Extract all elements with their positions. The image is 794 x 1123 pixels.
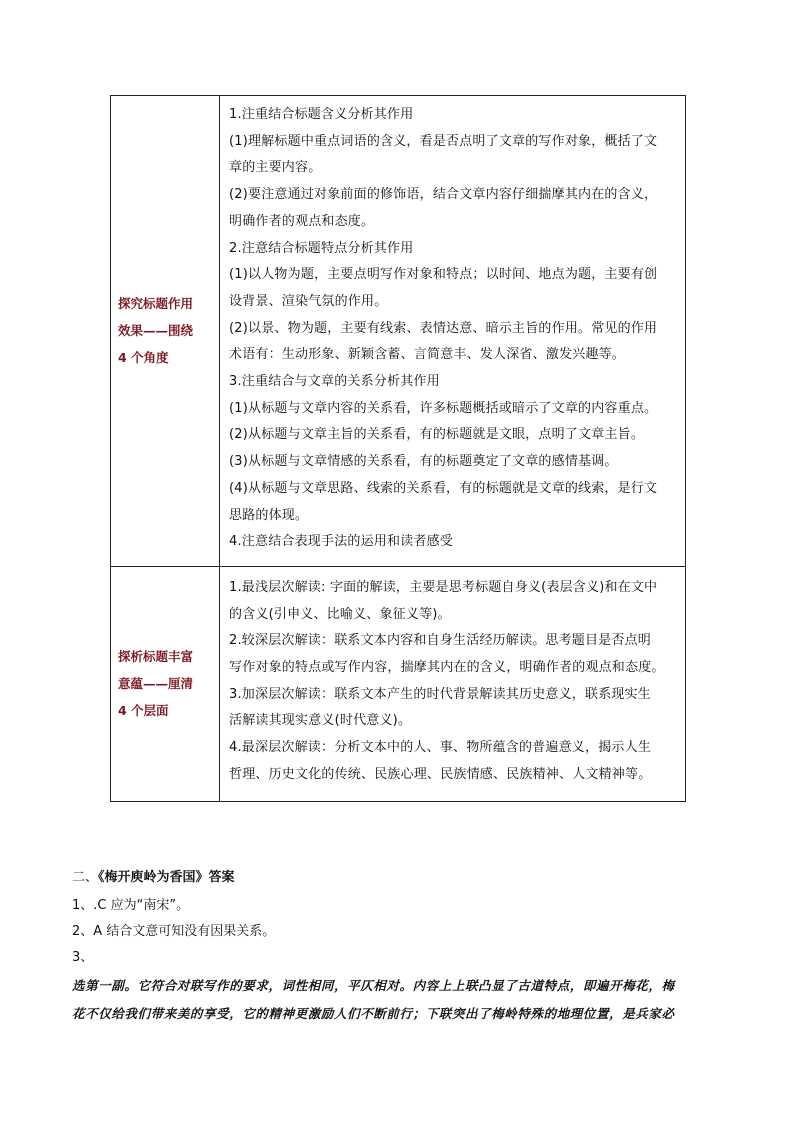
content-line: 思路的体现。	[229, 507, 309, 523]
content-line: (1)从标题与文章内容的关系看，许多标题概括或暗示了文章的内容重点。	[229, 400, 658, 416]
content-line: (2)以景、物为题，主要有线索、表情达意、暗示主旨的作用。常见的作用	[229, 320, 658, 336]
content-line: (1)理解标题中重点词语的含义，看是否点明了文章的写作对象，概括了文	[229, 133, 658, 149]
answer-line: 花不仅给我们带来美的享受，它的精神更激励人们不断前行；下联突出了梅岭特殊的地理位置，是兵家必	[72, 1006, 675, 1021]
row-label-cell	[111, 566, 220, 801]
answer-line: 选第一副。它符合对联写作的要求，词性相同，平仄相对。内容上上联凸显了古道特点，即遍开梅花，梅	[72, 978, 675, 993]
row-content	[220, 96, 685, 566]
row-content-cell	[220, 96, 686, 567]
content-line: 4.注意结合表现手法的运用和读者感受	[229, 534, 454, 550]
row-label: 探究标题作用 效果——围绕 4 个角度	[118, 296, 194, 366]
content-line: 活解读其现实意义(时代意义)。	[229, 713, 412, 729]
answer-q1: 1、.C 应为“南宋”。	[72, 898, 190, 913]
answer-heading: 二、《梅开庾岭为香国》答案	[72, 870, 235, 885]
row-label-cell	[111, 96, 220, 567]
content-line: (2)要注意通过对象前面的修饰语，结合文章内容仔细揣摩其内在的含义，	[229, 187, 658, 203]
content-line: (4)从标题与文章思路、线索的关系看，有的标题就是文章的线索，是行文	[229, 480, 658, 496]
content-line: 明确作者的观点和态度。	[229, 213, 375, 229]
content-line: 2.注意结合标题特点分析其作用	[229, 240, 414, 256]
content-line: (1)以人物为题，主要点明写作对象和特点；以时间、地点为题，主要有创	[229, 267, 658, 283]
content-line: 4.最深层次解读：分析文本中的人、事、物所蕴含的普遍意义，揭示人生	[229, 740, 652, 756]
row-label: 探析标题丰富 意蕴——厘清 4 个层面	[118, 649, 194, 719]
table-row	[111, 96, 686, 567]
answer-q3-text	[72, 972, 752, 1028]
content-line: (3)从标题与文章情感的关系看，有的标题奠定了文章的感情基调。	[229, 454, 618, 470]
title-analysis-table	[110, 95, 686, 802]
content-line: 的含义(引申义、比喻义、象征义等)。	[229, 606, 451, 622]
content-line: 术语有：生动形象、新颖含蓄、言简意丰、发人深省、激发兴趣等。	[229, 347, 626, 363]
content-line: 设背景、渲染气氛的作用。	[229, 293, 388, 309]
content-line: 章的主要内容。	[229, 160, 322, 176]
content-line: 1.最浅层次解读: 字面的解读，主要是思考标题自身义(表层含义)和在文中	[229, 579, 658, 595]
content-line: 写作对象的特点或写作内容，揣摩其内在的含义，明确作者的观点和态度。	[229, 660, 665, 676]
content-line: 1.注重结合标题含义分析其作用	[229, 107, 414, 122]
content-line: 3.注重结合与文章的关系分析其作用	[229, 374, 440, 390]
content-line: 哲理、历史文化的传统、民族心理、民族情感、民族精神、人文精神等。	[229, 766, 652, 782]
answer-q3: 3、	[72, 950, 94, 965]
content-line: 2.较深层次解读：联系文本内容和自身生活经历解读。思考题目是否点明	[229, 633, 652, 649]
content-line: 3.加深层次解读：联系文本产生的时代背景解读其历史意义，联系现实生	[229, 686, 652, 702]
table-row	[111, 566, 686, 801]
content-line: (2)从标题与文章主旨的关系看，有的标题就是文眼，点明了文章主旨。	[229, 427, 645, 443]
answer-q2: 2、A 结合文意可知没有因果关系。	[72, 924, 276, 939]
row-content	[220, 567, 685, 801]
row-content-cell	[220, 566, 686, 801]
